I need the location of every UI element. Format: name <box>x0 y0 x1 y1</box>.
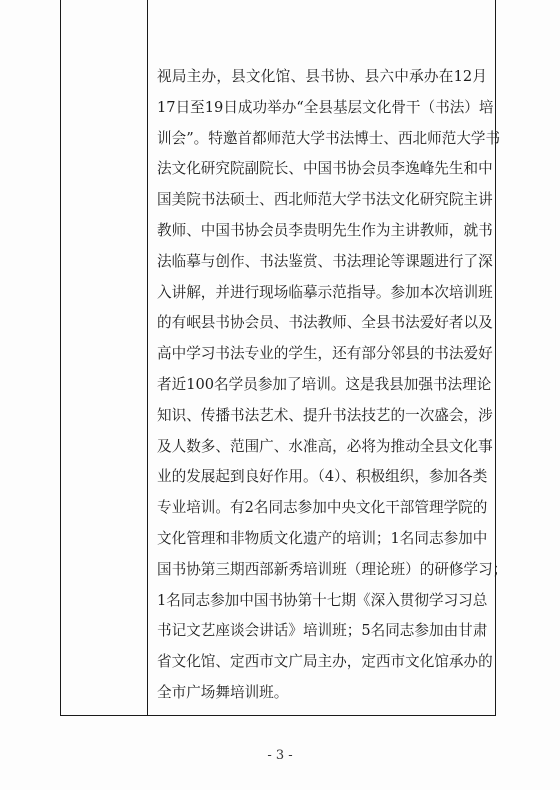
table-content-cell <box>157 62 508 709</box>
text-line: 全市广场舞培训班。 <box>157 683 289 701</box>
text-line: 专业培训。有2名同志参加中央文化干部管理学院的 <box>157 499 488 517</box>
text-line: 1名同志参加中国书协第十七期《深入贯彻学习习总 <box>157 591 488 609</box>
text-line: 业的发展起到良好作用。（4）、积极组织，参加各类 <box>157 468 488 486</box>
text-line: 者近100名学员参加了培训。这是我县加强书法理论 <box>157 375 492 393</box>
text-line: 高中学习书法专业的学生，还有部分邻县的书法爱好 <box>157 345 493 363</box>
text-line: 视局主办，县文化馆、县书协、县六中承办在12月 <box>157 68 487 85</box>
text-line: 的有岷县书协会员、书法教师、全县书法爱好者以及 <box>157 314 493 332</box>
text-line: 书记文艺座谈会讲话》培训班；5名同志参加由甘肃 <box>157 622 488 640</box>
text-line: 法文化研究院副院长、中国书协会员李逸峰先生和中 <box>157 160 493 178</box>
text-line: 文化管理和非物质文化遗产的培训；1名同志参加中 <box>157 529 488 547</box>
text-line: 17日至19日成功举办“全县基层文化骨干（书法）培 <box>157 98 494 116</box>
text-line: 法临摹与创作、书法鉴赏、书法理论等课题进行了深 <box>157 252 493 270</box>
text-line: 国书协第三期西部新秀培训班（理论班）的研修学习； <box>157 560 508 578</box>
page-number: - 3 - <box>267 748 293 763</box>
text-line: 及人数多、范围广、水准高，必将为推动全县文化事 <box>157 437 493 455</box>
text-line: 教师、中国书协会员李贵明先生作为主讲教师，就书 <box>157 221 493 239</box>
text-line: 训会”。特邀首都师范大学书法博士、西北师范大学书 <box>157 129 501 147</box>
text-line: 省文化馆、定西市文广局主办，定西市文化馆承办的 <box>157 653 493 671</box>
text-line: 国美院书法硕士、西北师范大学书法文化研究院主讲 <box>157 191 493 209</box>
text-line: 入讲解，并进行现场临摹示范指导。参加本次培训班 <box>157 283 493 301</box>
text-line: 知识、传播书法艺术、提升书法技艺的一次盛会，涉 <box>157 406 493 424</box>
table-left-column <box>60 0 148 716</box>
